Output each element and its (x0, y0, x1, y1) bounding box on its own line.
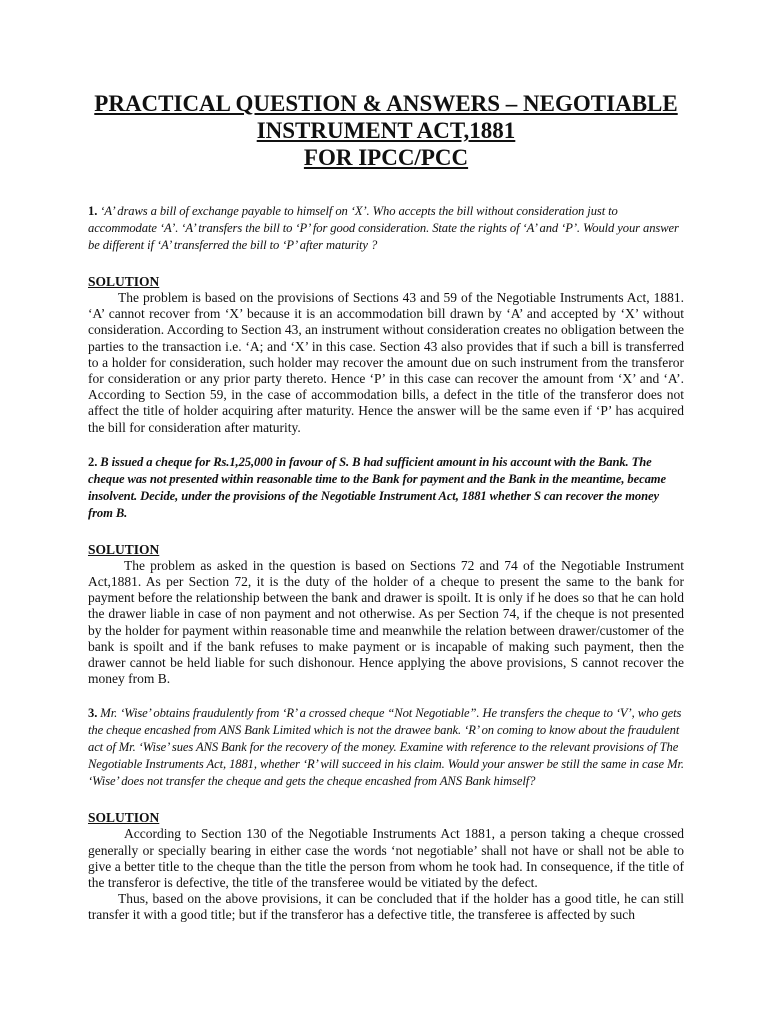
solution-3-body-2: Thus, based on the above provisions, it can be concluded that if the holder has a good title, he can still transfer it with a good title; but if the transferor has a defective title, the transferee is affected by such (88, 891, 684, 923)
title-line-2: INSTRUMENT ACT,1881 (256, 118, 516, 143)
question-1-number: 1. (88, 204, 98, 218)
solution-2-heading: SOLUTION (88, 541, 160, 557)
solution-2-text (88, 558, 684, 688)
solution-1-body: The problem is based on the provisions of Sections 43 and 59 of the Negotiable Instruments Act, 1881. ‘A’ cannot recover from ‘X’ because it is an accommodation bill drawn by ‘A’ and accepted by ‘X’ without consideration. According to Section 43, an instrument without consideration creates no obligation between the parties to the transaction i.e. ‘A; and ‘X’ in this case. Section 43 also provides that if such a bill is transferred to a holder for consideration, such holder may recover the amount due on such instrument from the transferor for consideration or any prior party thereto. Hence ‘P’ in this case can recover the amount from ‘X’ and ‘A’. According to Section 59, in the case of accommodation bills, a defect in the title of the transferor does not affect the title of holder acquiring after maturity. Hence the answer will be the same even if ‘P’ has acquired the bill for consideration after maturity. (88, 290, 684, 435)
solution-1-text (88, 290, 684, 436)
question-2 (88, 454, 684, 522)
solution-2-body: The problem as asked in the question is based on Sections 72 and 74 of the Negotiable Instrument Act,1881. As per Section 72, it is the duty of the holder of a cheque to present the same to the bank for payment before the relationship between the bank and drawer is spoilt. It is only if he does so that he can hold the drawer liable in case of non payment and not otherwise. As per Section 74, if the cheque is not presented by the holder for payment within reasonable time and meanwhile the relation between drawer/customer of the bank is spoilt and if the bank refuses to make payment or is incapable of making such payment, then the drawer cannot be held liable for such dishonour. Hence applying the above provisions, S cannot recover the money from B. (88, 557, 684, 687)
question-3-number: 3. (88, 706, 98, 721)
document-title (88, 90, 684, 171)
title-line-3: FOR IPCC/PCC (303, 145, 469, 170)
solution-3-paragraph-2 (88, 891, 684, 923)
question-1 (88, 203, 684, 254)
solution-3-heading: SOLUTION (88, 810, 160, 826)
question-2-number: 2. (88, 454, 98, 469)
solution-1-heading: SOLUTION (88, 274, 160, 289)
solution-3-paragraph-1 (88, 826, 684, 891)
question-3-text: Mr. ‘Wise’ obtains fraudulently from ‘R’ a crossed cheque “Not Negotiable”. He transfers the cheque to ‘V’, who gets the cheque encashed from ANS Bank Limited which is not the drawee bank. ‘R’ on coming to know about the fraudulent act of Mr. ‘Wise’ sues ANS Bank for the recovery of the money. Examine with reference to the relevant provisions of The Negotiable Instruments Act, 1881, whether ‘R’ will succeed in his claim. Would your answer be still the same in case Mr. ‘Wise’ does not transfer the cheque and gets the cheque encashed from ANS Bank himself? (88, 706, 684, 789)
question-3 (88, 705, 684, 790)
solution-3-body-1: According to Section 130 of the Negotiable Instruments Act 1881, a person taking a cheque crossed generally or specially bearing in either case the words ‘not negotiable’ shall not have or shall not be able to give a better title to the cheque than the title the person from whom he took had. In consequence, if the title of the transferor is defective, the title of the transferee would be vitiated by the defect. (88, 826, 684, 891)
question-2-text: B issued a cheque for Rs.1,25,000 in favour of S. B had sufficient amount in his account with the Bank. The cheque was not presented within reasonable time to the Bank for payment and the Bank in the meantime, became insolvent. Decide, under the provisions of the Negotiable Instrument Act, 1881 whether S can recover the money from B. (88, 454, 666, 520)
question-1-text: ‘A’ draws a bill of exchange payable to himself on ‘X’. Who accepts the bill without consideration just to accommodate ‘A’. ‘A’ transfers the bill to ‘P’ for good consideration. State the rights of ‘A’ and ‘P’. Would your answer be different if ‘A’ transferred the bill to ‘P’ after maturity ? (88, 204, 679, 252)
title-line-1: PRACTICAL QUESTION & ANSWERS – NEGOTIABLE (94, 91, 678, 116)
